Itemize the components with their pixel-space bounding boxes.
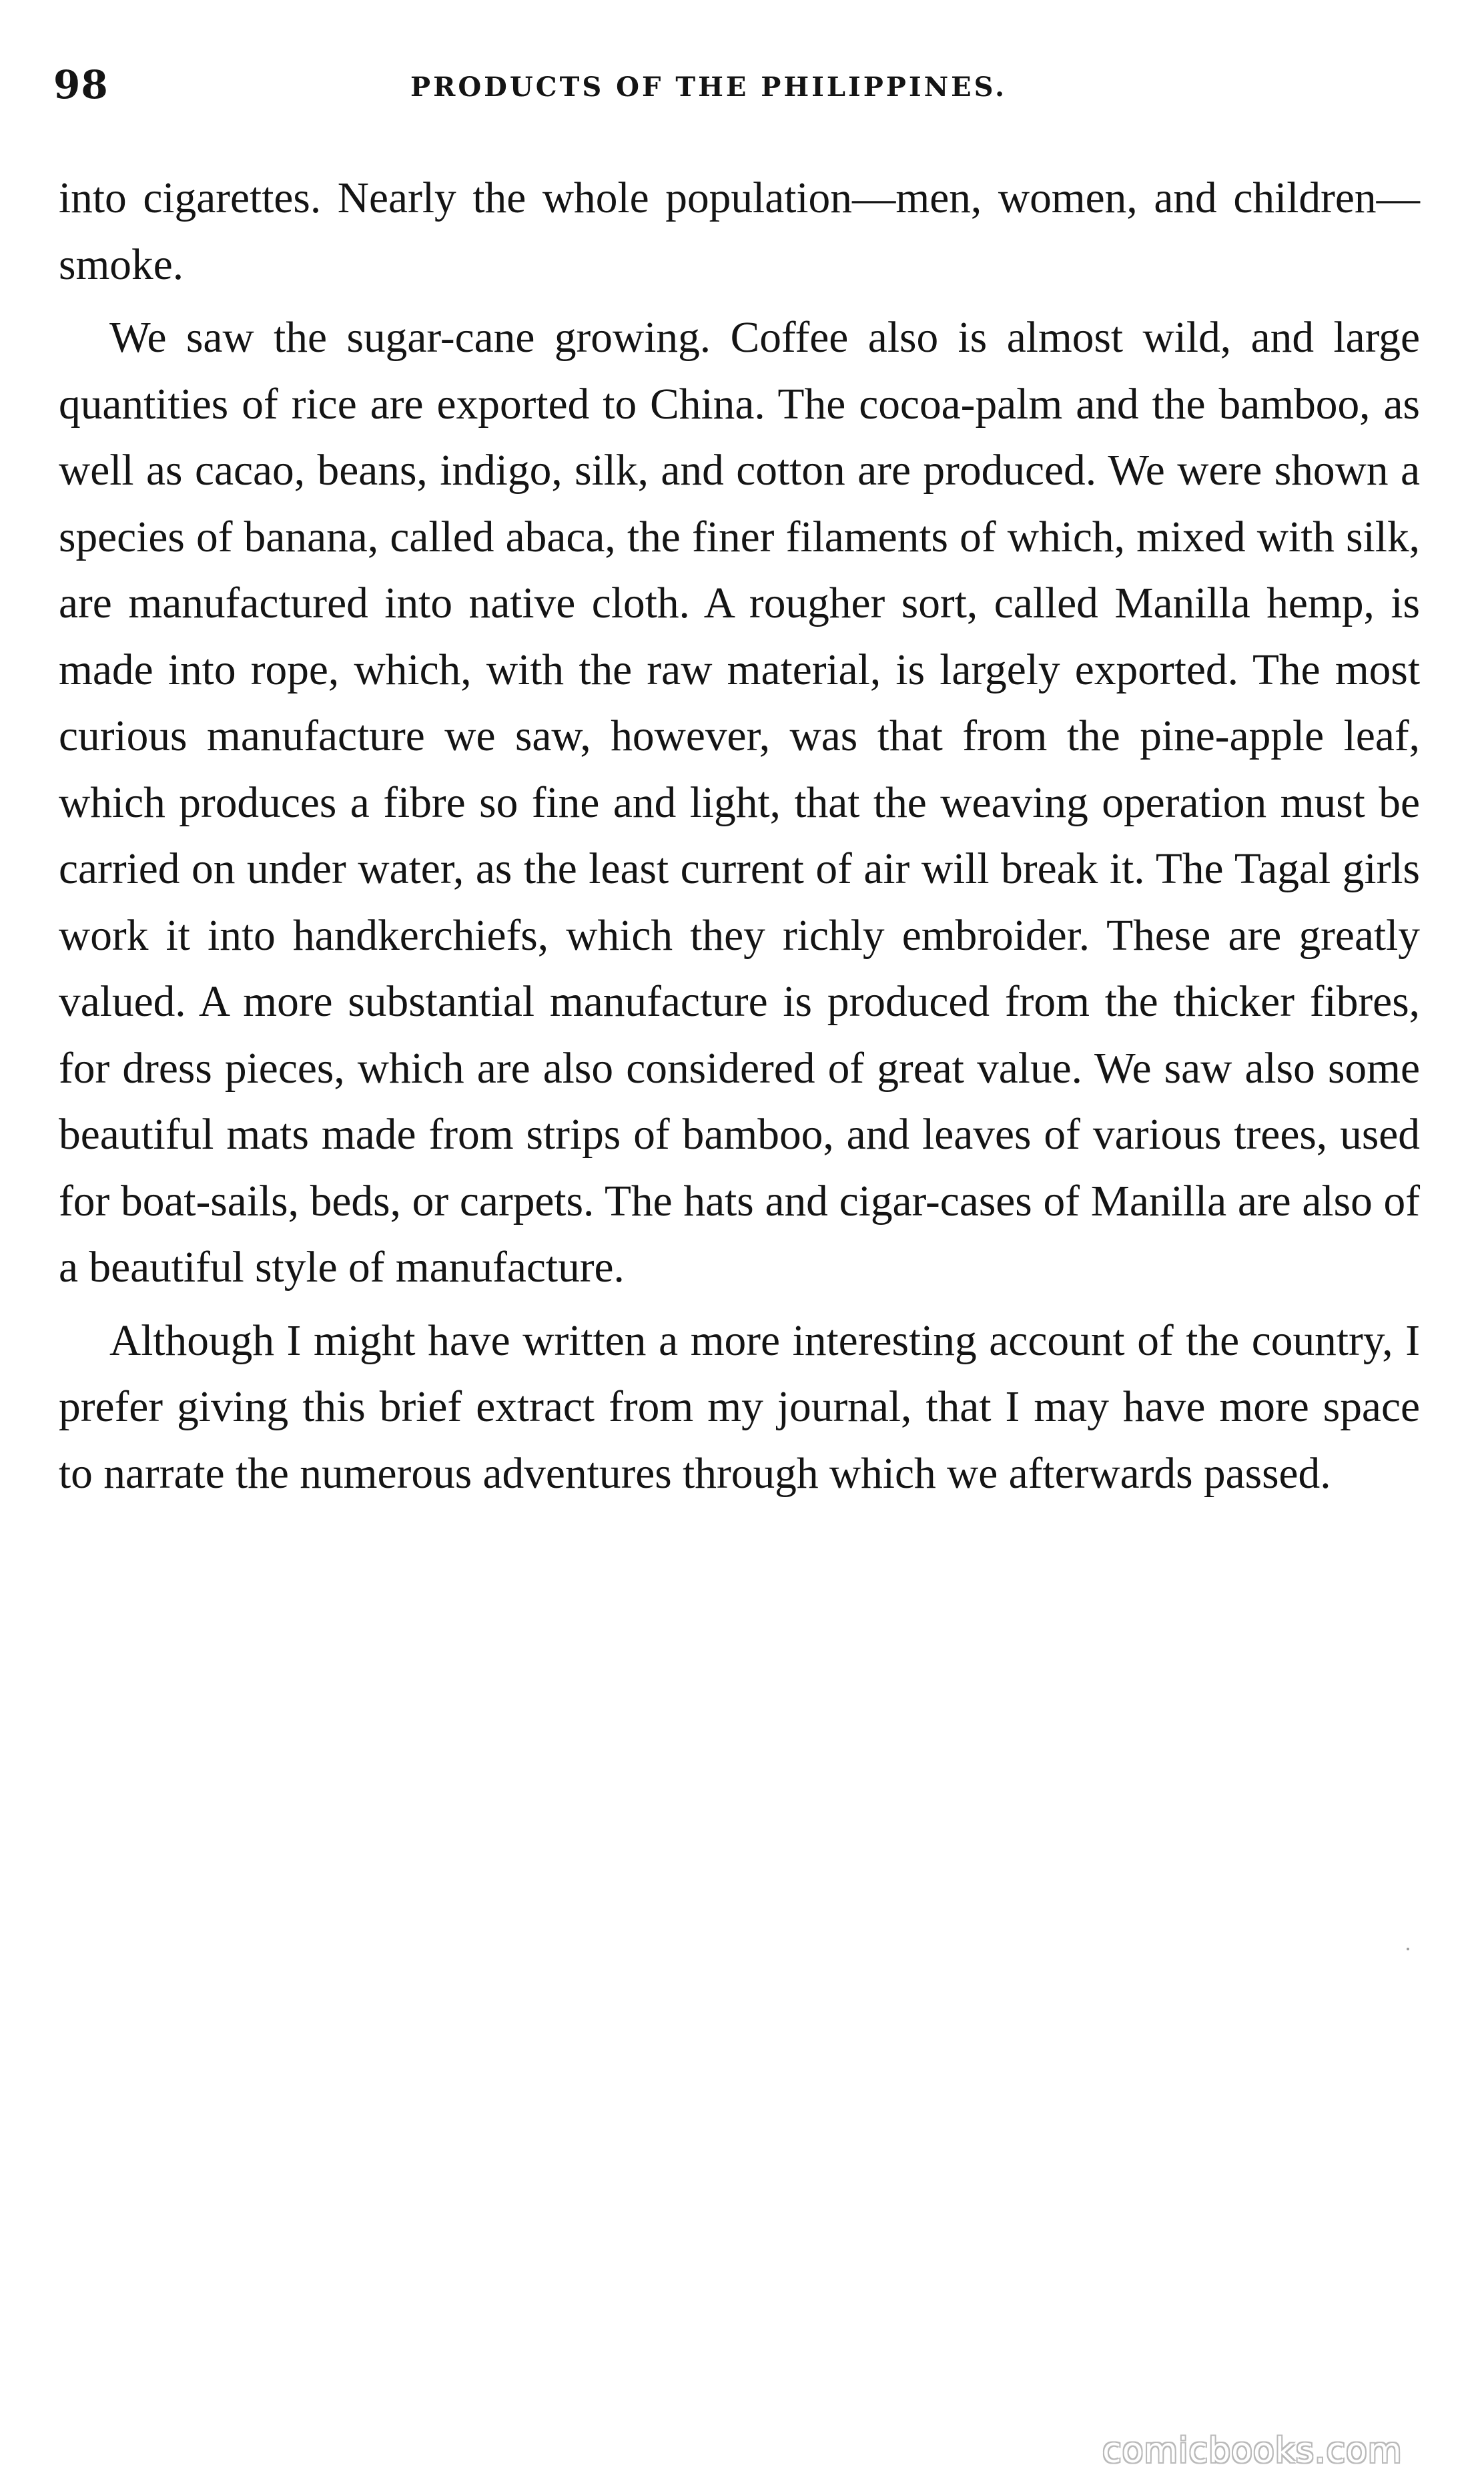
ink-speck [1407, 1948, 1409, 1950]
paragraph-closing: Although I might have written a more interesting account of the country, I prefer giving this brief extract from my journal, that I may have more space to narrate the numerous adventures through which we afterwards passed. [59, 1316, 1420, 1498]
page-number: 98 [53, 62, 109, 107]
paragraph-continued: into cigarettes. Nearly the whole population—men, women, and children—smoke. [59, 174, 1420, 289]
running-head [53, 61, 1415, 115]
body-text [59, 166, 1420, 1514]
paragraph-products: We saw the sugar-cane growing. Coffee also is almost wild, and large quantities of rice are exported to China. The cocoa-palm and the bamboo, as well as cacao, beans, indigo, silk, and cotton are produced. We were shown a species of banana, called abaca, the finer filaments of which, mixed with silk, are manufactured into native cloth. A rougher sort, called Manilla hemp, is made into rope, which, with the raw material, is largely exported. The most curious manufacture we saw, however, was that from the pine-apple leaf, which produces a fibre so fine and light, that the weaving operation must be carried on under water, as the least current of air will break it. The Tagal girls work it into handkerchiefs, which they richly embroider. These are greatly valued. A more substantial manufacture is produced from the thicker fibres, for dress pieces, which are also considered of great value. We saw also some beautiful mats made from strips of bamboo, and leaves of various trees, used for boat-sails, beds, or carpets. The hats and cigar-cases of Manilla are also of a beautiful style of manufacture. [59, 314, 1420, 1292]
watermark: comicbooks.com [1102, 2431, 1403, 2471]
running-title: PRODUCTS OF THE PHILIPPINES. [410, 71, 1008, 103]
